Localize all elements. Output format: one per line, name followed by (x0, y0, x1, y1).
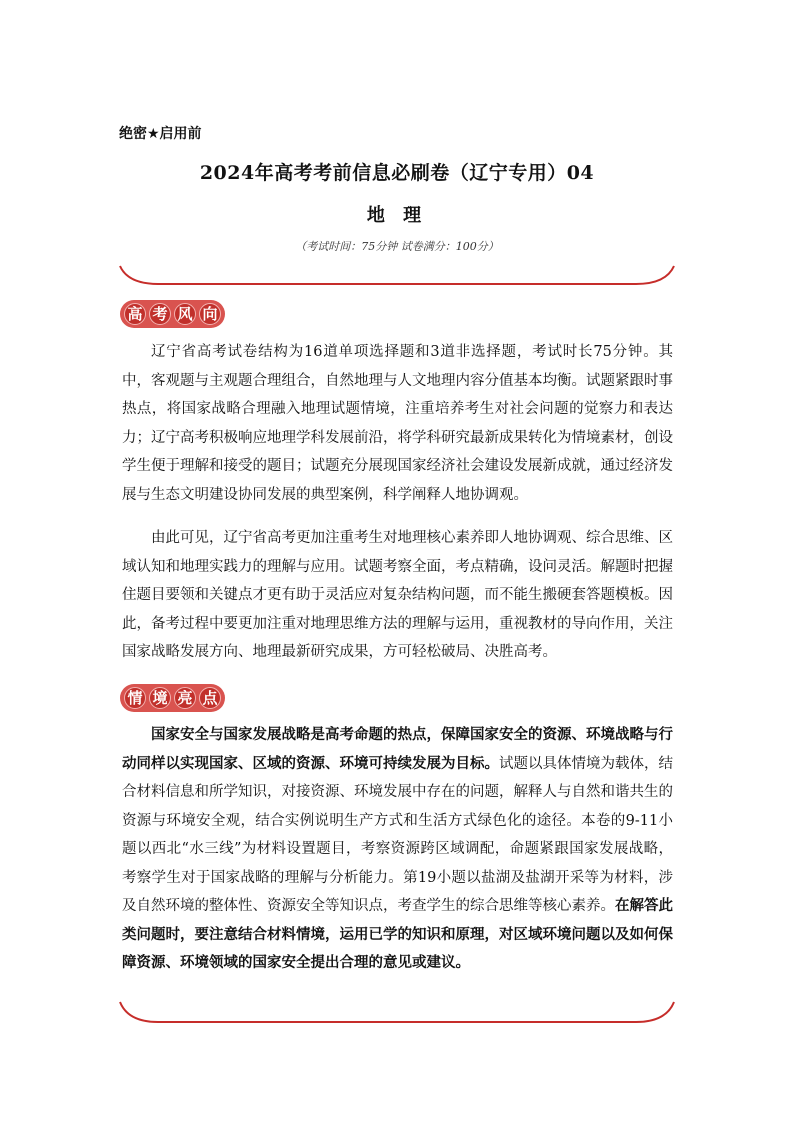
confidential-label: 绝密★启用前 (119, 126, 202, 142)
badge-char: 亮 (174, 687, 196, 709)
section2-paragraph (122, 721, 673, 978)
section1-paragraph-1: 辽宁省高考试卷结构为16道单项选择题和3道非选择题，考试时长75分钟。其中，客观题与主观题合理组合，自然地理与人文地理内容分值基本均衡。试题紧跟时事热点，将国家战略合理融入地理试题情境，注重培养考生对社会问题的觉察力和表达力；辽宁高考积极响应地理学科发展前沿，将学科研究最新成果转化为情境素材，创设学生便于理解和接受的题目；试题充分展现国家经济社会建设发展新成就，通过经济发展与生态文明建设协同发展的典型案例，科学阐释人地协调观。 (122, 344, 673, 503)
section1-paragraph-2: 由此可见，辽宁省高考更加注重考生对地理核心素养即人地协调观、综合思维、区域认知和地理实践力的理解与应用。试题考察全面，考点精确，设问灵活。解题时把握住题目要领和关键点才更有助于灵活应对复杂结构问题，而不能生搬硬套答题模板。因此，备考过程中要更加注重对地理思维方法的理解与运用，重视教材的导向作用，关注国家战略发展方向、地理最新研究成果，方可轻松破局、决胜高考。 (122, 530, 673, 660)
badge-char: 考 (149, 303, 171, 325)
badge-char: 境 (149, 687, 171, 709)
badge-char: 情 (124, 687, 146, 709)
badge-char: 向 (199, 303, 221, 325)
exam-title: 2024年高考考前信息必刷卷（辽宁专用）04 (199, 162, 595, 184)
badge-char: 风 (174, 303, 196, 325)
badge-char: 点 (199, 687, 221, 709)
section2-bold-lead: 国家安全与国家发展战略是高考命题的热点，保障国家安全的资源、环境战略与行动同样以实现国家、区域的资源、环境可持续发展为目标。 (122, 726, 673, 772)
section2-body: 试题以具体情境为载体，结合材料信息和所学知识，对接资源、环境发展中存在的问题，解释人与自然和谐共生的资源与环境安全观，结合实例说明生产方式和生活方式绿色化的途径。本卷的9-11小题以西北“水三线”为材料设置题目，考察资源跨区域调配，命题紧跟国家发展战略，考察学生对于国家战略的理解与分析能力。第19小题以盐湖及盐湖开采等为材料，涉及自然环境的整体性、资源安全等知识点，考查学生的综合思维等核心素养。 (122, 755, 673, 914)
subject-title: 地 理 (366, 205, 428, 226)
section2-bold-tail: 在解答此类问题时，要注意结合材料情境，运用已学的知识和原理，对区域环境问题以及如何保障资源、环境领域的国家安全提出合理的意见或建议。 (122, 897, 673, 971)
bottom-divider (118, 998, 676, 1028)
section-badge-gaokao-trend (120, 300, 225, 328)
badge-char: 高 (124, 303, 146, 325)
exam-meta: （考试时间：75分钟 试卷满分：100分） (295, 240, 499, 253)
section-badge-scenario-highlights (120, 684, 225, 712)
top-divider (118, 262, 676, 292)
